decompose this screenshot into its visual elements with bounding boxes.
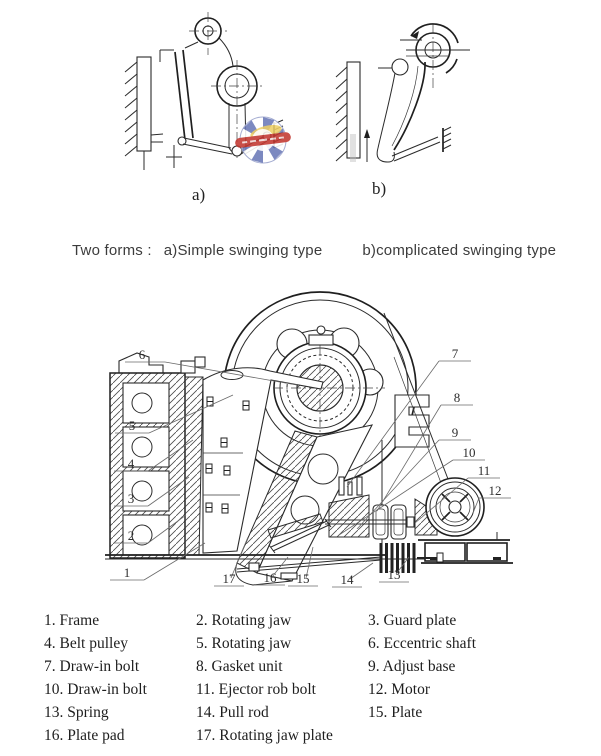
callout-16: 16 (263, 570, 277, 585)
parts-list-item: 10. Draw-in bolt (44, 681, 147, 698)
callout-1: 1 (123, 565, 131, 580)
parts-list-item: 8. Gasket unit (196, 658, 283, 675)
complicated-swinging-type-diagram (330, 10, 505, 205)
parts-list-item: 12. Motor (368, 681, 430, 698)
parts-list-item: 16. Plate pad (44, 727, 125, 744)
figure-a-label: a) (192, 185, 206, 204)
caption-type-b: b)complicated swinging type (362, 242, 557, 259)
brand-logo-watermark (233, 116, 293, 164)
callout-15: 15 (296, 571, 310, 586)
bottom-link-and-anchor (364, 127, 451, 162)
eccentric-circle (406, 24, 470, 90)
parts-list-item: 6. Eccentric shaft (368, 635, 477, 652)
parts-list-item: 3. Guard plate (368, 612, 457, 629)
parts-list-item: 1. Frame (44, 612, 100, 629)
callout-14: 14 (340, 572, 354, 587)
callout-5: 5 (128, 418, 136, 433)
parts-list-item: 7. Draw-in bolt (44, 658, 140, 675)
caption-prefix: Two forms : (72, 242, 152, 259)
caption-type-a: a)Simple swinging type (163, 242, 323, 259)
fixed-jaw-plate (185, 377, 203, 555)
parts-list-item: 17. Rotating jaw plate (196, 727, 333, 744)
callout-6: 6 (138, 347, 146, 362)
simple-swinging-type-diagram (95, 0, 295, 210)
parts-list (44, 609, 574, 747)
figure-caption (72, 242, 556, 259)
callout-3: 3 (127, 491, 135, 506)
callout-12: 12 (488, 483, 502, 498)
callout-17: 17 (222, 571, 236, 586)
parts-list-item (368, 724, 574, 747)
callout-2: 2 (127, 528, 135, 543)
parts-list-item: 4. Belt pulley (44, 635, 128, 652)
fixed-jaw-column (110, 353, 185, 558)
callout-4: 4 (127, 456, 135, 471)
upper-pivot-circle (189, 12, 227, 55)
parts-list-item: 2. Rotating jaw (196, 612, 292, 629)
callout-10: 10 (462, 445, 476, 460)
parts-list-item: 13. Spring (44, 704, 109, 721)
parts-list-item: 9. Adjust base (368, 658, 456, 675)
callout-11: 11 (477, 463, 491, 478)
figure-b-label: b) (372, 179, 387, 198)
callout-9: 9 (451, 425, 459, 440)
jaw-crusher-diagram (85, 285, 575, 610)
wall-hatching (336, 62, 360, 162)
parts-list-item: 14. Pull rod (196, 704, 269, 721)
wall-hatching (125, 57, 151, 170)
parts-list-item: 11. Ejector rob bolt (196, 681, 316, 698)
gasket-adjust-unit (325, 477, 437, 539)
parts-list-item: 15. Plate (368, 704, 423, 721)
callout-7: 7 (451, 346, 459, 361)
parts-list-item: 5. Rotating jaw (196, 635, 292, 652)
callout-8: 8 (453, 390, 461, 405)
callout-13: 13 (387, 567, 401, 582)
